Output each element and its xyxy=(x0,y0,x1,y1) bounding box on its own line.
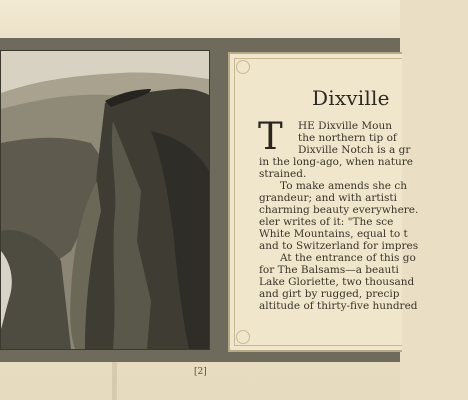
body-line: Dixville Notch is a gr xyxy=(298,144,411,156)
body-line: At the entrance of this go xyxy=(280,252,416,264)
body-line: altitude of thirty-five hundred xyxy=(259,300,418,312)
body-line: charming beauty everywhere. xyxy=(259,204,419,216)
body-line: Lake Gloriette, two thousand xyxy=(259,276,415,288)
cliff-photograph xyxy=(0,50,210,350)
body-line: eler writes of it: "The sce xyxy=(259,216,394,228)
page-title: Dixville xyxy=(312,86,390,110)
drop-cap: T xyxy=(258,115,283,158)
page-number: [2] xyxy=(194,367,207,377)
body-line: the northern tip of xyxy=(298,132,397,144)
body-line: grandeur; and with artisti xyxy=(259,192,397,204)
body-line: for The Balsams—a beauti xyxy=(259,264,399,276)
corner-ornament-bottom xyxy=(236,330,250,344)
corner-ornament-top xyxy=(236,60,250,74)
body-line: To make amends she ch xyxy=(280,180,407,192)
body-line: strained. xyxy=(259,168,307,180)
body-line: in the long-ago, when nature xyxy=(259,156,413,168)
top-margin xyxy=(0,0,400,38)
body-line: HE Dixville Moun xyxy=(298,120,393,132)
body-line: and girt by rugged, precip xyxy=(259,288,400,300)
body-line: White Mountains, equal to t xyxy=(259,228,408,240)
paper-crease xyxy=(112,360,117,400)
body-line: and to Switzerland for impres xyxy=(259,240,419,252)
